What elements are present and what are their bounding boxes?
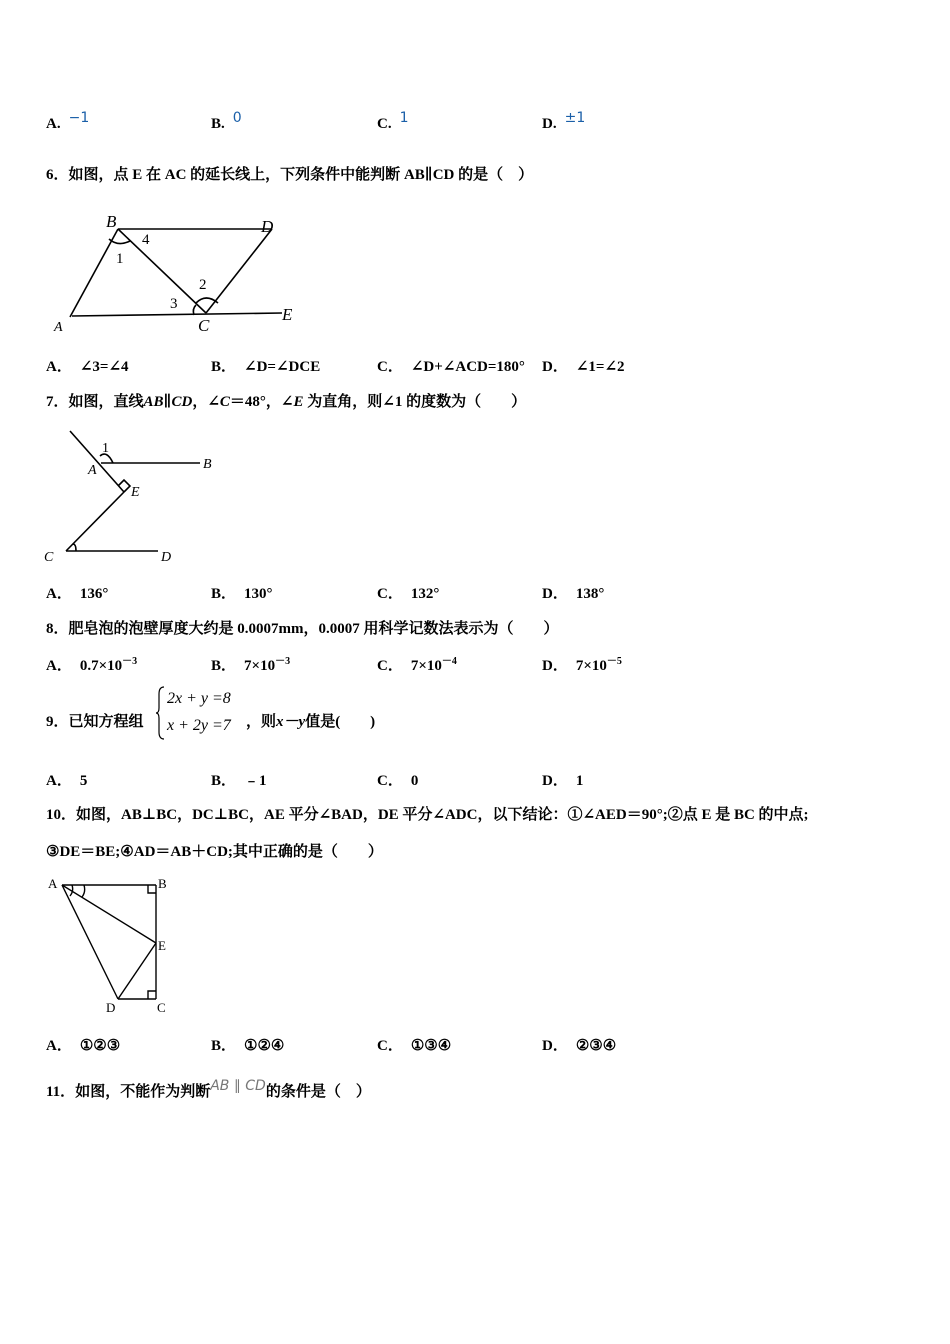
q5-option-b: B. 0 xyxy=(211,110,242,132)
q10-option-d: D． ②③④ xyxy=(542,1038,617,1054)
q6-label-e: E xyxy=(282,305,293,324)
q6-label-b: B xyxy=(106,212,117,231)
q7-angle-1: 1 xyxy=(102,441,109,456)
q10-label-a: A xyxy=(48,876,58,891)
q8-option-c: C． $7\times 10^{-4}$ xyxy=(377,656,457,674)
q7-option-d: D． 138° xyxy=(542,586,605,602)
q10-stem-line1: 10．如图，AB⊥BC，DC⊥BC，AE 平分∠BAD，DE 平分∠ADC，以下结论：①∠AED＝90°;②点 E 是 BC 的中点; xyxy=(46,807,809,823)
q7-figure xyxy=(40,428,240,573)
q6-angle-1: 1 xyxy=(116,251,124,267)
q6-label-a: A xyxy=(54,320,63,335)
q9-brace xyxy=(156,686,166,740)
q8-option-a: A． $0.7\times 10^{-3}$ xyxy=(46,656,138,674)
q6-angle-3: 3 xyxy=(170,296,178,312)
q11-stem: 11．如图，不能作为判断AB ∥ CD的条件是（ ） xyxy=(46,1078,371,1100)
q7-option-c: C． 132° xyxy=(377,586,440,602)
q6-label-c: C xyxy=(198,316,210,335)
q10-option-b: B． ①②④ xyxy=(211,1038,285,1054)
q6-angle-4: 4 xyxy=(142,232,150,248)
q6-label-d: D xyxy=(261,217,274,236)
q7-label-d: D xyxy=(161,550,172,565)
q6-figure xyxy=(50,205,310,340)
q6-angle-2: 2 xyxy=(199,277,207,293)
q8-option-d: D． $7\times 10^{-5}$ xyxy=(542,656,622,674)
q7-label-a: A xyxy=(88,463,97,478)
q6-option-c: C． ∠D+∠ACD=180° xyxy=(377,359,525,375)
q9-option-a: A． 5 xyxy=(46,773,88,789)
q7-option-b: B． 130° xyxy=(211,586,273,602)
q8-option-b: B． $7\times 10^{-3}$ xyxy=(211,656,291,674)
q7-label-b: B xyxy=(203,457,212,472)
q10-stem-line2: ③DE＝BE;④AD＝AB＋CD;其中正确的是（ ） xyxy=(46,844,383,860)
q7-stem: 7．如图，直线AB∥CD，∠C＝48°，∠E 为直角，则∠1 的度数为（ ） xyxy=(46,394,527,410)
q6-option-d: D． ∠1=∠2 xyxy=(542,359,625,375)
q10-label-e: E xyxy=(158,938,166,953)
q5-option-d: D. ±1 xyxy=(542,110,586,132)
q9-option-c: C． 0 xyxy=(377,773,419,789)
q10-figure xyxy=(44,874,184,1019)
q10-option-a: A． ①②③ xyxy=(46,1038,121,1054)
q9-stem-start: 9．已知方程组 xyxy=(46,714,144,730)
q7-option-a: A． 136° xyxy=(46,586,109,602)
q5-option-b-value: 0 xyxy=(232,110,242,126)
q5-option-c: C. 1 xyxy=(377,110,409,132)
q9-equation-1: 2x + y =8 xyxy=(167,690,231,707)
q9-option-d: D． 1 xyxy=(542,773,584,789)
q10-option-c: C． ①③④ xyxy=(377,1038,452,1054)
q11-ab-parallel-cd: AB ∥ CD xyxy=(210,1078,266,1094)
q8-stem: 8．肥皂泡的泡壁厚度大约是 0.0007mm，0.0007 用科学记数法表示为（ ） xyxy=(46,621,559,637)
q7-label-e: E xyxy=(131,485,140,500)
q9-option-b: B． ﹣1 xyxy=(211,773,267,789)
q6-option-b: B． ∠D=∠DCE xyxy=(211,359,321,375)
q5-option-a: A. −1 xyxy=(46,110,90,132)
q5-option-a-value: −1 xyxy=(68,110,90,126)
q5-option-c-value: 1 xyxy=(399,110,409,126)
q6-stem: 6．如图，点 E 在 AC 的延长线上，下列条件中能判断 AB∥CD 的是（ ） xyxy=(46,167,534,183)
q10-label-b: B xyxy=(158,876,167,891)
q7-label-c: C xyxy=(44,550,54,565)
q9-stem-end: ，则x－y值是( ) xyxy=(246,714,376,730)
q9-equation-2: x + 2y =7 xyxy=(167,717,231,734)
q10-label-d: D xyxy=(106,1000,116,1015)
q5-option-d-value: ±1 xyxy=(564,110,586,126)
q6-option-a: A． ∠3=∠4 xyxy=(46,359,129,375)
q10-label-c: C xyxy=(157,1000,166,1015)
